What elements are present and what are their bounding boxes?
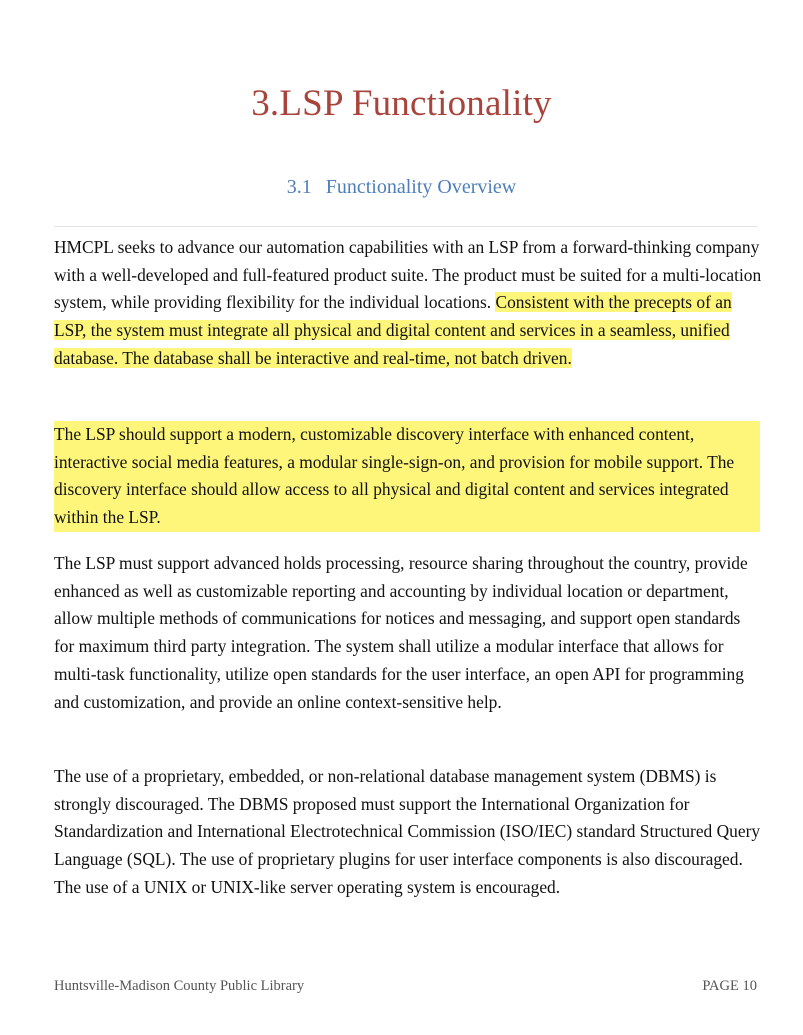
page-title: 3.LSP Functionality bbox=[251, 83, 552, 124]
paragraph-4-text: The use of a proprietary, embedded, or non-relational database management system (DBMS) is strongly discouraged. The DBMS proposed must support the International Organization for Standardization and International Electrotechnical Commission (ISO/IEC) standard Structured Query Language (SQL). The use of proprietary plugins for user interface components is also discouraged. The use of a UNIX or UNIX-like server operating system is encouraged. bbox=[54, 766, 761, 897]
section-title: Functionality Overview bbox=[325, 176, 517, 198]
heading-divider bbox=[54, 226, 758, 227]
section-number: 3.1 bbox=[286, 176, 312, 198]
paragraph-2 bbox=[54, 421, 764, 532]
paragraph-3-text: The LSP must support advanced holds processing, resource sharing throughout the country, provide enhanced as well as customizable reporting and accounting by individual location or department, allow multiple methods of communications for notices and messaging, and support open standards for maximum third party integration. The system shall utilize a modular interface that allows for multi-task functionality, utilize open standards for the user interface, an open API for programming and customization, and provide an online context-sensitive help. bbox=[54, 553, 748, 712]
paragraph-4 bbox=[54, 763, 764, 902]
footer-library-name: Huntsville-Madison County Public Library bbox=[54, 978, 305, 994]
section-heading bbox=[0, 176, 803, 199]
paragraph-3 bbox=[54, 550, 764, 716]
paragraph-2-highlight: The LSP should support a modern, customizable discovery interface with enhanced content, interactive social media features, a modular single-sign-on, and provision for mobile support. The discovery interface should allow access to all physical and digital content and services integrated within the LSP. bbox=[54, 421, 760, 532]
paragraph-1-highlight: Consistent with the precepts of an LSP, the system must integrate all physical and digital content and services in a seamless, unified database. The database shall be interactive and real-time, not batch driven. bbox=[54, 292, 732, 368]
footer-page-number: PAGE 10 bbox=[702, 978, 757, 994]
paragraph-1 bbox=[54, 234, 764, 373]
paragraph-1-plain: HMCPL seeks to advance our automation capabilities with an LSP from a forward-thinking company with a well-developed and full-featured product suite. The product must be suited for a multi-location system, while providing flexibility for the individual locations. bbox=[54, 237, 762, 313]
